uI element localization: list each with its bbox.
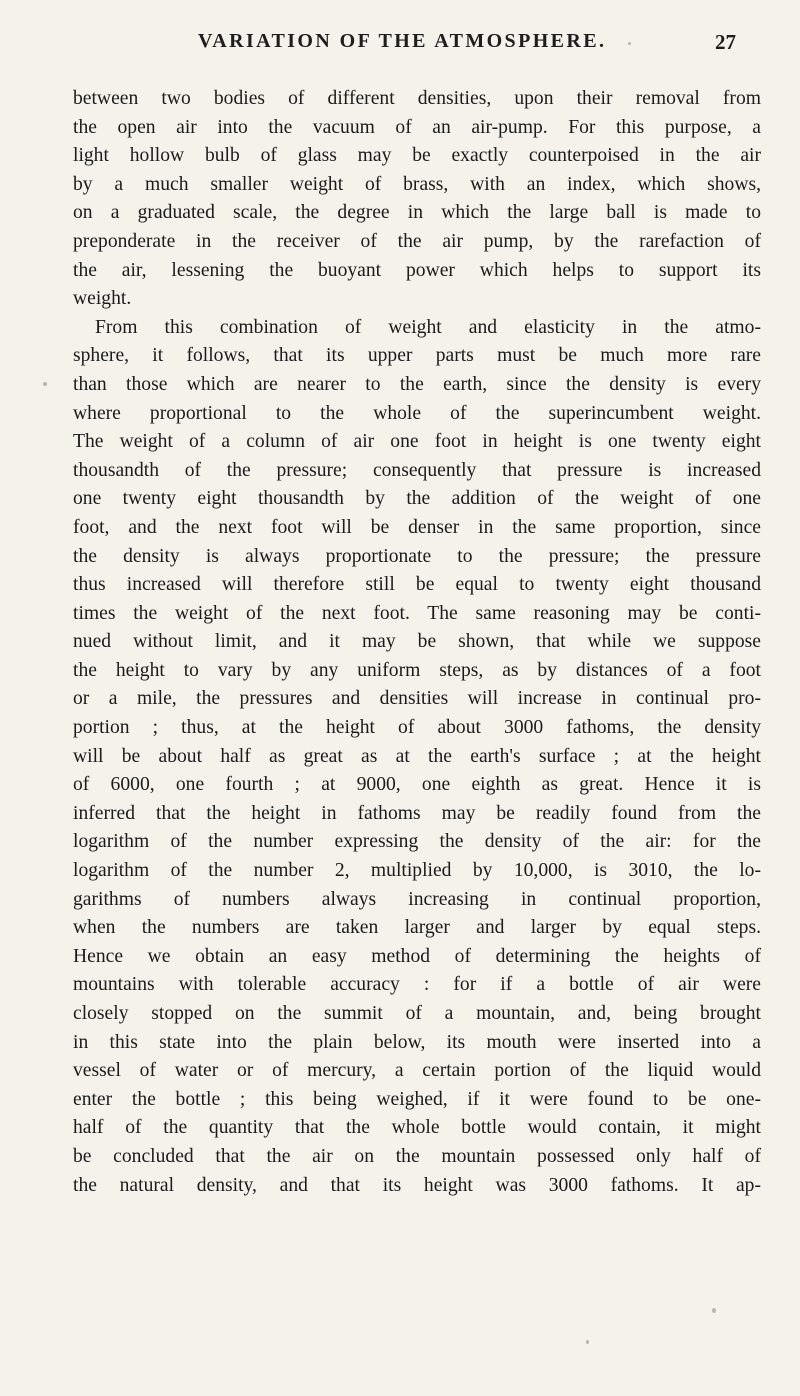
text-line: thus increased will therefore still be equal to twenty eight thousand [73, 574, 761, 596]
text-line: Hence we obtain an easy method of determining the heights of [73, 945, 761, 967]
text-line: times the weight of the next foot. The same reasoning may be conti- [73, 602, 761, 624]
text-line: in this state into the plain below, its mouth were inserted into a [73, 1031, 761, 1053]
paper-speck [586, 1340, 589, 1344]
text-line: The weight of a column of air one foot in height is one twenty eight [73, 431, 761, 453]
text-line: thousandth of the pressure; consequently that pressure is increased [73, 459, 761, 481]
text-line: logarithm of the number 2, multiplied by 10,000, is 3010, the lo- [73, 860, 761, 882]
text-line: enter the bottle ; this being weighed, if it were found to be one- [73, 1088, 761, 1110]
text-line: the air, lessening the buoyant power which helps to support its [73, 259, 761, 281]
text-line: weight. [73, 288, 132, 310]
running-head [70, 30, 770, 60]
text-line: logarithm of the number expressing the density of the air: for the [73, 831, 761, 853]
text-line: mountains with tolerable accuracy : for if a bottle of air were [73, 974, 761, 996]
text-line: the open air into the vacuum of an air-pump. For this purpose, a [73, 116, 761, 138]
text-line: the height to vary by any uniform steps, as by distances of a foot [73, 659, 761, 681]
page-number: 27 [715, 30, 736, 54]
text-line: or a mile, the pressures and densities will increase in continual pro- [73, 688, 761, 710]
text-line: than those which are nearer to the earth, since the density is every [73, 373, 761, 395]
paper-speck [712, 1308, 716, 1313]
text-line: foot, and the next foot will be denser in the same proportion, since [73, 516, 761, 538]
text-line: between two bodies of different densities, upon their removal from [73, 88, 761, 109]
text-line: by a much smaller weight of brass, with an index, which shows, [73, 173, 761, 195]
text-line: nued without limit, and it may be shown, that while we suppose [73, 631, 761, 653]
text-line: will be about half as great as at the earth's surface ; at the height [73, 745, 761, 767]
text-line: the natural density, and that its height was 3000 fathoms. It ap- [73, 1174, 761, 1196]
text-line: sphere, it follows, that its upper parts must be much more rare [73, 345, 761, 367]
running-title: VARIATION OF THE ATMOSPHERE. [198, 30, 607, 52]
text-line: when the numbers are taken larger and larger by equal steps. [73, 917, 761, 939]
text-line: From this combination of weight and elasticity in the atmo- [95, 316, 761, 338]
paper-speck [43, 382, 47, 386]
text-line: the density is always proportionate to the pressure; the pressure [73, 545, 761, 567]
text-line: half of the quantity that the whole bottle would contain, it might [73, 1117, 761, 1139]
text-line: garithms of numbers always increasing in continual proportion, [73, 888, 761, 910]
text-line: preponderate in the receiver of the air pump, by the rarefaction of [73, 230, 761, 252]
text-line: be concluded that the air on the mountain possessed only half of [73, 1145, 761, 1167]
text-line: portion ; thus, at the height of about 3000 fathoms, the density [73, 717, 761, 739]
text-line: where proportional to the whole of the superincumbent weight. [73, 402, 761, 424]
text-line: light hollow bulb of glass may be exactly counterpoised in the air [73, 145, 761, 167]
body-text [73, 85, 761, 1200]
text-line: closely stopped on the summit of a mountain, and, being brought [73, 1003, 761, 1024]
text-line: inferred that the height in fathoms may be readily found from the [73, 802, 761, 824]
text-line: vessel of water or of mercury, a certain portion of the liquid would [73, 1060, 761, 1082]
paper-speck [628, 42, 631, 45]
text-line: on a graduated scale, the degree in which the large ball is made to [73, 202, 761, 224]
text-line: one twenty eight thousandth by the addition of the weight of one [73, 488, 761, 510]
text-line: of 6000, one fourth ; at 9000, one eighth as great. Hence it is [73, 774, 761, 796]
